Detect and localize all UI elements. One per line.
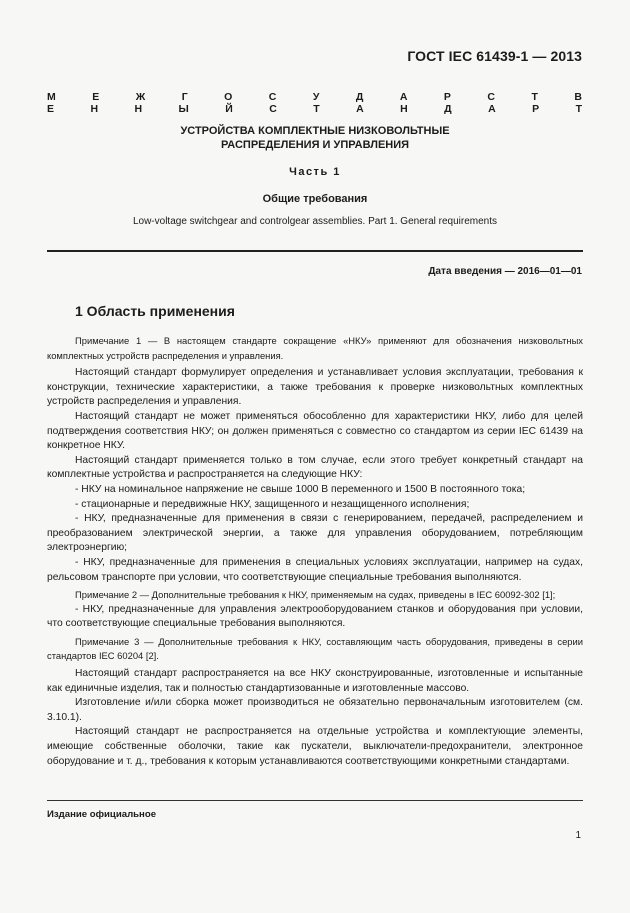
title-line-2: РАСПРЕДЕЛЕНИЯ И УПРАВЛЕНИЯ	[220, 139, 410, 151]
part-label: Часть 1	[289, 166, 341, 178]
list-item: - НКУ, предназначенные для управления электрооборудованием станков и оборудования при условии, что соответствующие специальные требования выполняются.	[47, 603, 583, 630]
paragraph: Настоящий стандарт не может применяться обособленно для характеристики НКУ, либо для целей подтверждения соответствия НКУ; он должен применяться с совместно со стандартом из серии IEC 61439 на конкретное НКУ.	[47, 410, 583, 452]
title-line-1: УСТРОЙСТВА КОМПЛЕКТНЫЕ НИЗКОВОЛЬТНЫЕ	[180, 125, 450, 137]
list-item: - НКУ, предназначенные для применения в специальных условиях эксплуатации, например на судах, рельсовом транспорте при условии, что соответствующие специальные требования выполняются.	[47, 556, 583, 583]
list-item: - стационарные и передвижные НКУ, защищенного и незащищенного исполнения;	[75, 498, 470, 510]
page-number: 1	[575, 830, 581, 841]
paragraph: Настоящий стандарт формулирует определения и устанавливает условия эксплуатации, требования к конструкции, технические характеристики, а также требования к проверке низковольтных комплектных устройств распределения и управления.	[47, 367, 583, 408]
header-divider	[47, 250, 583, 252]
section-heading: 1 Область применения	[75, 303, 235, 319]
standard-designation: ГОСТ IEC 61439-1 — 2013	[407, 48, 582, 64]
english-title: Low-voltage switchgear and controlgear assemblies. Part 1. General requirements	[132, 216, 498, 227]
paragraph: Изготовление и/или сборка может производиться не обязательно первоначальным изготовителем (см. 3.10.1).	[47, 697, 583, 723]
note-1: Примечание 1 — В настоящем стандарте сокращение «НКУ» применяют для обозначения низковольтных комплектных устройств распределения и управления.	[47, 335, 583, 361]
footer-divider	[47, 800, 583, 801]
edition-label: Издание официальное	[47, 809, 157, 820]
document-subtitle: Общие требования	[262, 193, 368, 205]
paragraph: Настоящий стандарт применяется только в том случае, если этого требует конкретный стандарт на комплектные устройства и распространяется на следующие НКУ:	[47, 454, 583, 481]
document-body	[47, 334, 583, 769]
paragraph: Настоящий стандарт распространяется на все НКУ сконструированные, изготовленные и испытанные как единичные изделия, так и полностью стандартизованные и изготовленные массово.	[47, 668, 583, 694]
document-title	[47, 124, 583, 152]
introduction-date: Дата введения — 2016—01—01	[428, 266, 582, 277]
list-item: - НКУ, предназначенные для применения в связи с генерированием, передачей, распределением и преобразованием электрической энергии, а также для управления оборудованием, потребляющим электроэнергию;	[47, 513, 583, 554]
note-3: Примечание 3 — Дополнительные требования к НКУ, составляющим часть оборудования, приведены в серии стандартов IEC 60204 [2].	[47, 635, 583, 662]
paragraph: Настоящий стандарт не распространяется на отдельные устройства и комплектующие элементы, имеющие собственные оболочки, такие как пускатели, выключатели-предохранители, электронное оборудование и т. д., требования к которым устанавливаются соответствующими конкретными стандартами.	[47, 726, 583, 767]
list-item: - НКУ на номинальное напряжение не свыше 1000 В переменного и 1500 В постоянного тока;	[75, 483, 526, 495]
interstate-standard-banner: М Е Ж Г О С У Д А Р С Т В Е Н Н Ы Й С Т А Н Д А Р Т	[47, 91, 583, 115]
note-2: Примечание 2 — Дополнительные требования к НКУ, применяемым на судах, приведены в IEC 60092-302 [1];	[75, 589, 556, 601]
